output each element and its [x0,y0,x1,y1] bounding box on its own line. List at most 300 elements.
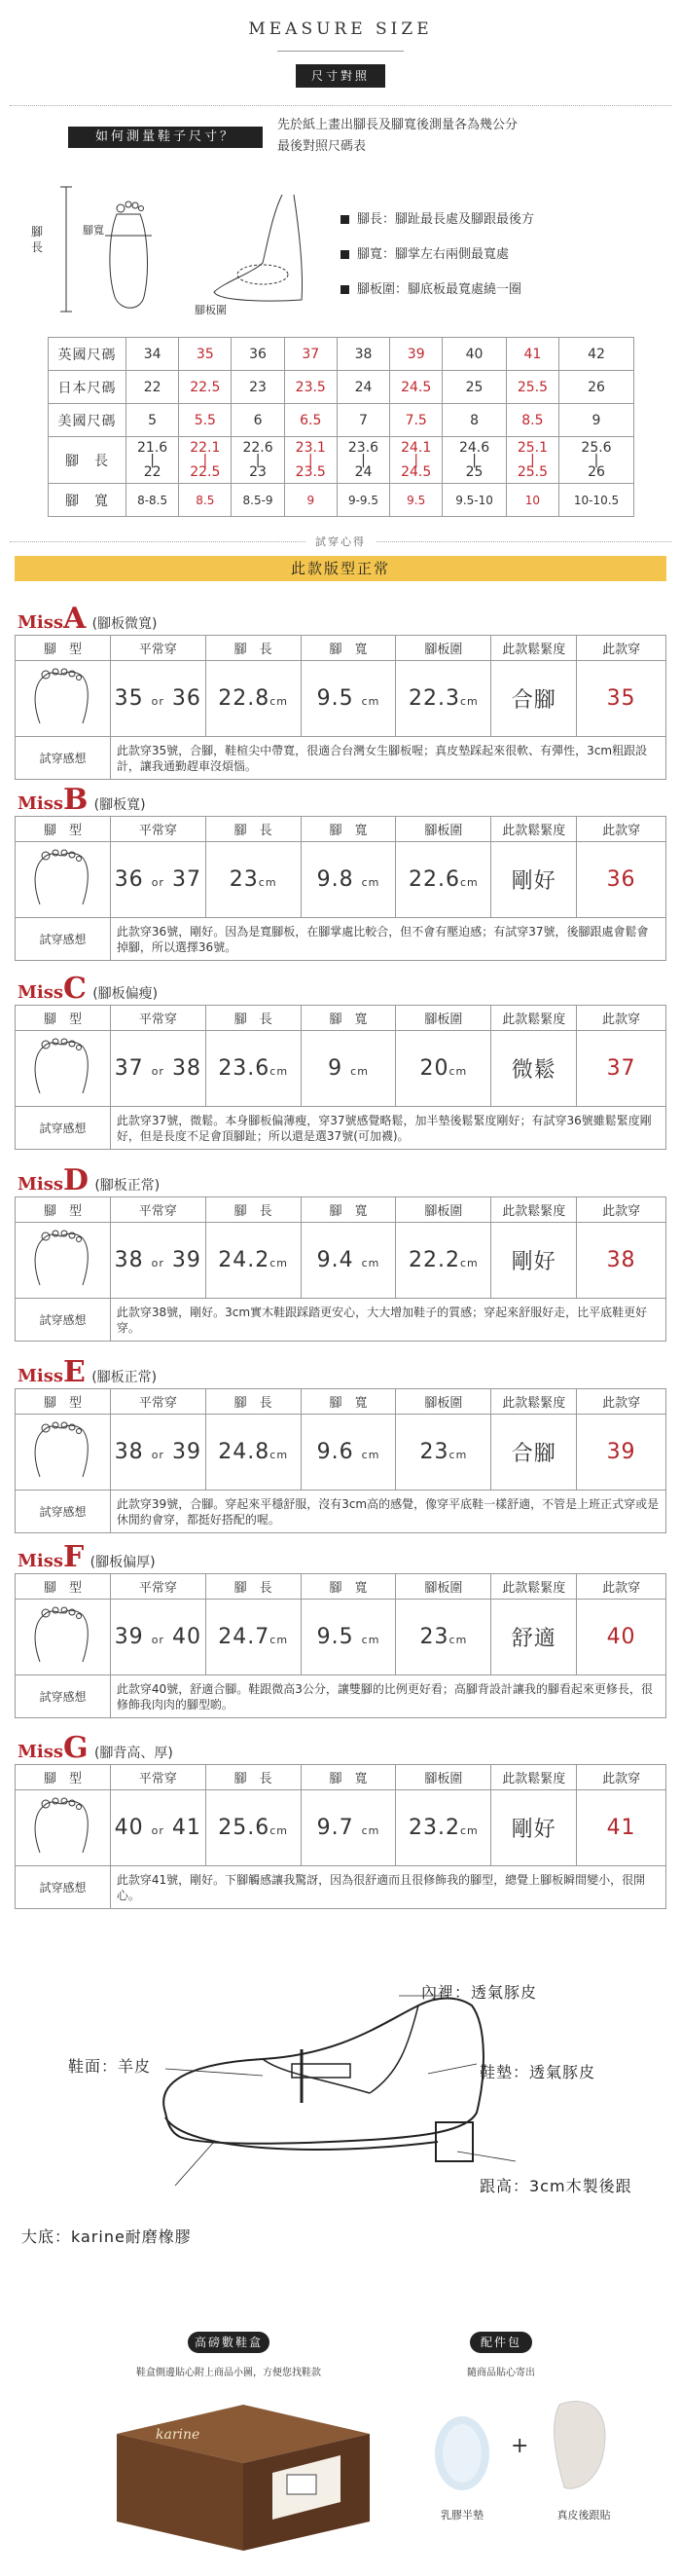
foot-length-label: 腳長 [31,225,44,254]
size-cell: 22.5 [179,371,232,404]
foot-length-max: 25.5 [517,463,548,480]
table-header: 此款穿 [577,1006,666,1031]
foot-measure-diagram [39,175,321,331]
foot-length [205,1600,301,1675]
normal-size-a: 40 [114,1816,144,1840]
model-fit-table [15,1196,666,1342]
table-header: 此款鬆緊度 [491,1006,577,1031]
table-row [16,661,666,737]
feedback-label: 試穿感想 [16,737,111,780]
box-note: 鞋盒側邊貼心附上商品小圖，方便您找鞋款 [136,2368,321,2378]
table-header: 腳 寬 [301,817,396,842]
foot-shape-image [16,842,111,918]
chosen-size: 38 [577,1223,666,1299]
size-cell: 10-10.5 [559,484,634,517]
size-cell: 6 [232,404,284,437]
size-row-label: 腳 寬 [49,484,126,517]
foot-girth [396,1031,491,1107]
part-upper: 鞋面：羊皮 [68,2057,152,2076]
size-cell: 8.5-9 [232,484,284,517]
table-header: 平常穿 [110,1006,205,1031]
size-cell: 25 [443,371,506,404]
normal-size [110,1415,205,1490]
normal-size-a: 38 [114,1440,144,1464]
size-cell: 7 [337,404,389,437]
feedback-text: 此款穿38號，剛好。3cm實木鞋跟踩踏更安心，大大增加鞋子的質感；穿起來舒服好走，比平底鞋更好穿。 [110,1299,665,1342]
table-header: 此款穿 [577,1765,666,1790]
table-header: 腳板圍 [396,1765,491,1790]
foot-sketch-icon [28,844,96,910]
foot-width [301,661,396,737]
table-header: 此款穿 [577,1389,666,1415]
unit-cm: cm [361,1257,380,1270]
normal-size-b: 36 [171,686,201,711]
foot-shape-image [16,661,111,737]
size-cell: 24 [337,371,389,404]
foot-width-value: 9.8 [316,867,354,892]
range-separator: | [413,452,419,468]
size-cell: 5.5 [179,404,232,437]
chosen-size: 41 [577,1790,666,1866]
normal-size [110,1600,205,1675]
foot-girth-value: 22.3 [409,686,460,711]
unit-cm: cm [459,695,479,708]
unit-cm: cm [361,1449,380,1461]
size-chart-table [48,337,634,517]
table-header: 此款穿 [577,1197,666,1223]
model-fit-table [15,1573,666,1718]
size-cell: 8.5 [179,484,232,517]
foot-length [205,661,301,737]
normal-size-a: 36 [114,867,144,892]
model-letter: F [63,1540,85,1574]
fit-banner: 此款版型正常 [15,556,666,581]
table-header: 腳 長 [205,1574,301,1600]
feedback-row [16,737,666,780]
table-header: 腳 型 [16,1574,111,1600]
model-letter: D [63,1163,90,1197]
normal-size-b: 40 [171,1625,201,1649]
normal-size-a: 38 [114,1248,144,1272]
feedback-row [16,1107,666,1150]
table-header-row [16,1389,666,1415]
foot-sketch-icon [28,663,96,729]
foot-width [301,1790,396,1866]
unit-cm: cm [269,1257,289,1270]
size-cell [559,437,634,484]
size-cell: 7.5 [390,404,443,437]
table-header-row [16,1574,666,1600]
size-row-label: 腳 長 [49,437,126,484]
how-to-measure-label: 如何測量鞋子尺寸？ [68,127,263,148]
header-divider [10,105,671,106]
foot-width [301,1031,396,1107]
model-letter: A [63,602,87,636]
bullet-girth: 腳板圍：腳底板最寬處繞一圈 [340,273,534,308]
model-fit-table [15,816,666,961]
size-cell [390,437,443,484]
box-title-pill: 高磅數鞋盒 [188,2332,269,2353]
foot-sketch-icon [28,1225,96,1291]
feedback-row [16,1866,666,1909]
foot-width-value: 9.4 [316,1248,354,1272]
model-label: MissA (腳板微寬) [18,602,158,636]
foot-length-max: 25 [465,463,484,480]
model-letter: C [63,972,87,1006]
foot-length-value: 23 [229,867,259,892]
unit-cm: cm [269,1634,289,1646]
or-text: or [151,1449,164,1461]
normal-size [110,842,205,918]
normal-size-a: 39 [114,1625,144,1649]
table-header: 此款穿 [577,817,666,842]
unit-cm: cm [269,1065,289,1078]
accessory-1-label: 乳膠半墊 [441,2509,484,2521]
model-foot-type: (腳板正常) [94,1178,161,1194]
fit-value: 剛好 [491,1790,577,1866]
size-cell: 5 [126,404,179,437]
table-header: 平常穿 [110,636,205,661]
size-cell: 23.5 [284,371,337,404]
table-header: 此款鬆緊度 [491,1389,577,1415]
size-row [49,338,634,371]
size-cell [337,437,389,484]
foot-length [205,842,301,918]
foot-width [301,1415,396,1490]
size-row [49,484,634,517]
table-header: 腳 長 [205,636,301,661]
table-header-row [16,1006,666,1031]
size-cell: 24.5 [390,371,443,404]
latex-pad-image [428,2405,496,2502]
feedback-text: 此款穿41號，剛好。下腳觸感讓我驚訝，因為很舒適而且很修飾我的腳型，總覺上腳板瞬間變小，很開心。 [110,1866,665,1909]
size-row [49,404,634,437]
table-row [16,1415,666,1490]
table-header: 腳 寬 [301,1765,396,1790]
foot-girth-value: 23.2 [409,1816,460,1840]
foot-shape-image [16,1600,111,1675]
range-separator: | [255,452,261,468]
table-header: 腳 型 [16,1197,111,1223]
table-header: 腳 長 [205,1006,301,1031]
foot-length-value: 25.6 [218,1816,270,1840]
table-header: 腳板圍 [396,1006,491,1031]
chosen-size: 40 [577,1600,666,1675]
table-header: 此款鬆緊度 [491,817,577,842]
range-separator: | [530,452,535,468]
foot-length-value: 23.6 [218,1056,270,1081]
size-cell: 25.5 [506,371,558,404]
foot-length-value: 24.2 [218,1248,270,1272]
table-header-row [16,636,666,661]
model-fit-table [15,1388,666,1533]
table-header: 平常穿 [110,1765,205,1790]
measure-bullets [340,202,534,308]
table-header: 此款鬆緊度 [491,1197,577,1223]
size-row [49,437,634,484]
table-header: 腳板圍 [396,817,491,842]
page-title: MEASURE SIZE [248,19,433,39]
foot-length-max: 22.5 [190,463,221,480]
normal-size-a: 37 [114,1056,144,1081]
table-header: 腳 型 [16,817,111,842]
model-foot-type: (腳板正常) [91,1370,158,1385]
or-text: or [151,1257,164,1270]
unit-cm: cm [361,1634,380,1646]
model-fit-table [15,1005,666,1150]
normal-size-b: 41 [171,1816,201,1840]
model-label: MissG (腳背高、厚) [18,1731,173,1765]
foot-shape-image [16,1031,111,1107]
foot-length [205,1415,301,1490]
foot-girth [396,1790,491,1866]
table-header: 腳 長 [205,1389,301,1415]
feedback-row [16,1675,666,1718]
foot-girth [396,1600,491,1675]
table-header: 腳 寬 [301,1574,396,1600]
table-header: 腳 型 [16,1765,111,1790]
unit-cm: cm [269,1449,289,1461]
foot-sketch-icon [28,1417,96,1483]
model-letter: B [63,783,89,817]
unit-cm: cm [269,695,289,708]
table-header: 此款鬆緊度 [491,1765,577,1790]
foot-shape-image [16,1223,111,1299]
foot-girth-value: 23 [419,1440,449,1464]
foot-girth [396,1223,491,1299]
accessory-2-label: 真皮後跟貼 [556,2509,611,2521]
foot-girth [396,1415,491,1490]
range-separator: | [202,452,208,468]
size-cell [506,437,558,484]
size-cell: 41 [506,338,558,371]
model-label: MissC (腳板偏瘦) [18,972,159,1006]
feedback-text: 此款穿36號，剛好。因為是寬腳板，在腳掌處比較合，但不會有壓迫感；有試穿37號，後腳跟處會鬆會掉腳，所以選擇36號。 [110,918,665,961]
or-text: or [151,1065,164,1078]
how-text-line-2: 最後對照尺碼表 [277,139,367,154]
table-header: 此款穿 [577,636,666,661]
model-fit-table [15,1764,666,1909]
foot-length-max: 24 [354,463,373,480]
size-cell: 9-9.5 [337,484,389,517]
model-foot-type: (腳板微寬) [91,616,158,632]
model-foot-type: (腳背高、厚) [93,1746,173,1761]
table-header: 腳 寬 [301,1389,396,1415]
foot-sketch-icon [28,1792,96,1858]
unit-cm: cm [448,1065,468,1078]
fit-value: 剛好 [491,842,577,918]
normal-size [110,1790,205,1866]
table-header: 平常穿 [110,817,205,842]
size-cell [443,437,506,484]
range-separator: | [307,452,313,468]
foot-length [205,1031,301,1107]
table-header: 腳 長 [205,817,301,842]
unit-cm: cm [361,876,380,889]
or-text: or [151,1824,164,1837]
feedback-label: 試穿感想 [16,918,111,961]
foot-width [301,1223,396,1299]
feedback-label: 試穿感想 [16,1866,111,1909]
foot-length-min: 22.6 [242,439,273,456]
fit-value: 合腳 [491,661,577,737]
table-header: 腳 型 [16,1006,111,1031]
unit-cm: cm [361,695,380,708]
foot-length-max: 24.5 [401,463,432,480]
model-label: MissD (腳板正常) [18,1163,161,1197]
foot-length-min: 23.6 [347,439,379,456]
table-header: 腳 寬 [301,636,396,661]
normal-size [110,1223,205,1299]
foot-sketch-icon [28,1033,96,1099]
model-letter: E [63,1355,86,1389]
table-header: 腳板圍 [396,1574,491,1600]
foot-girth-value: 22.2 [409,1248,460,1272]
heel-grip-image [545,2395,623,2502]
chosen-size: 35 [577,661,666,737]
how-to-measure-text [277,115,518,158]
foot-length-value: 24.7 [218,1625,270,1649]
unit-cm: cm [361,1824,380,1837]
foot-shape-image [16,1415,111,1490]
chosen-size: 39 [577,1415,666,1490]
feedback-row [16,1299,666,1342]
table-header: 腳 寬 [301,1006,396,1031]
size-cell: 9.5-10 [443,484,506,517]
foot-width-value: 9.5 [316,1625,354,1649]
foot-shape-image [16,1790,111,1866]
table-header-row [16,1765,666,1790]
table-row [16,1223,666,1299]
accessory-title-pill: 配件包 [470,2332,532,2353]
size-cell: 8-8.5 [126,484,179,517]
fit-value: 剛好 [491,1223,577,1299]
size-cell: 40 [443,338,506,371]
part-insole: 鞋墊：透氣豚皮 [480,2063,596,2081]
chosen-size: 36 [577,842,666,918]
feedback-row [16,1490,666,1533]
fit-value: 合腳 [491,1415,577,1490]
normal-size [110,661,205,737]
feedback-text: 此款穿35號，合腳，鞋楦尖中帶寬，很適合台灣女生腳板喔；真皮墊踩起來很軟、有彈性，3cm粗跟設計，讓我通勤趕車沒煩惱。 [110,737,665,780]
part-lining: 內裡：透氣豚皮 [421,1983,538,2002]
size-cell: 9 [559,404,634,437]
bullet-length: 腳長：腳趾最長處及腳跟最後方 [340,202,534,238]
size-cell: 8 [443,404,506,437]
unit-cm: cm [269,1824,289,1837]
title-divider [277,51,404,52]
foot-length-min: 21.6 [137,439,168,456]
table-header: 平常穿 [110,1574,205,1600]
foot-length-min: 24.1 [401,439,432,456]
normal-size-b: 39 [171,1440,201,1464]
table-header-row [16,1197,666,1223]
size-cell: 37 [284,338,337,371]
feedback-label: 試穿感想 [16,1490,111,1533]
or-text: or [151,1634,164,1646]
model-fit-table [15,635,666,780]
table-header: 此款穿 [577,1574,666,1600]
foot-length-min: 25.1 [517,439,548,456]
foot-width-value: 9 [328,1056,343,1081]
table-header: 腳板圍 [396,1389,491,1415]
size-cell: 10 [506,484,558,517]
size-row-label: 英國尺碼 [49,338,126,371]
foot-length-max: 23 [249,463,267,480]
foot-girth-value: 20 [419,1056,449,1081]
size-row-label: 美國尺碼 [49,404,126,437]
feedback-label: 試穿感想 [16,1675,111,1718]
table-header: 腳 寬 [301,1197,396,1223]
table-header: 平常穿 [110,1197,205,1223]
feedback-text: 此款穿37號，微鬆。本身腳板偏薄瘦，穿37號感覺略鬆，加半墊後鬆緊度剛好；有試穿36號雖鬆緊度剛好，但是長度不足會頂腳趾；所以還是選37號(可加襪)。 [110,1107,665,1150]
table-header: 平常穿 [110,1389,205,1415]
size-cell: 36 [232,338,284,371]
part-heel: 跟高：3cm木製後跟 [480,2177,632,2195]
unit-cm: cm [350,1065,369,1078]
size-cell: 38 [337,338,389,371]
fit-value: 微鬆 [491,1031,577,1107]
normal-size-b: 37 [171,867,201,892]
feedback-row [16,918,666,961]
unit-cm: cm [258,876,277,889]
part-sole: 大底：karine耐磨橡膠 [21,2227,192,2246]
table-row [16,842,666,918]
unit-cm: cm [459,1824,479,1837]
normal-size-b: 38 [171,1056,201,1081]
foot-girth-label: 腳板圍 [195,304,227,316]
table-header: 腳 長 [205,1197,301,1223]
foot-girth [396,842,491,918]
unit-cm: cm [459,1257,479,1270]
size-cell: 23 [232,371,284,404]
try-title: 試穿心得 [305,535,376,548]
table-row [16,1790,666,1866]
model-foot-type: (腳板寬) [93,797,146,813]
unit-cm: cm [459,876,479,889]
model-letter: G [63,1731,89,1765]
size-cell: 22 [126,371,179,404]
foot-width-value: 9.7 [316,1816,354,1840]
foot-girth [396,661,491,737]
feedback-label: 試穿感想 [16,1107,111,1150]
unit-cm: cm [448,1449,468,1461]
how-text-line-1: 先於紙上畫出腳長及腳寬後測量各為幾公分 [277,118,519,132]
model-foot-type: (腳板偏厚) [90,1555,156,1570]
size-cell: 39 [390,338,443,371]
or-text: or [151,876,164,889]
table-header: 腳 長 [205,1765,301,1790]
shoe-box-image [97,2395,389,2560]
size-cell [232,437,284,484]
model-label: MissB (腳板寬) [18,783,146,817]
model-foot-type: (腳板偏瘦) [92,986,159,1002]
size-cell: 8.5 [506,404,558,437]
foot-length-max: 23.5 [295,463,326,480]
foot-width [301,842,396,918]
feedback-text: 此款穿40號，舒適合腳。鞋跟微高3公分，讓雙腳的比例更好看；高腳背設計讓我的腳看起來更修長，很修飾我肉肉的腳型喲。 [110,1675,665,1718]
foot-length-max: 22 [143,463,161,480]
normal-size-a: 35 [114,686,144,711]
table-header: 此款鬆緊度 [491,1574,577,1600]
table-row [16,1031,666,1107]
range-separator: | [361,452,366,468]
size-cell: 42 [559,338,634,371]
foot-length-min: 23.1 [295,439,326,456]
feedback-text: 此款穿39號，合腳。穿起來平穩舒服，沒有3cm高的感覺，像穿平底鞋一樣舒適，不管是上班正式穿或是休閒約會穿，都挺好搭配的喔。 [110,1490,665,1533]
size-cell: 9 [284,484,337,517]
model-label: MissF (腳板偏厚) [18,1540,156,1574]
